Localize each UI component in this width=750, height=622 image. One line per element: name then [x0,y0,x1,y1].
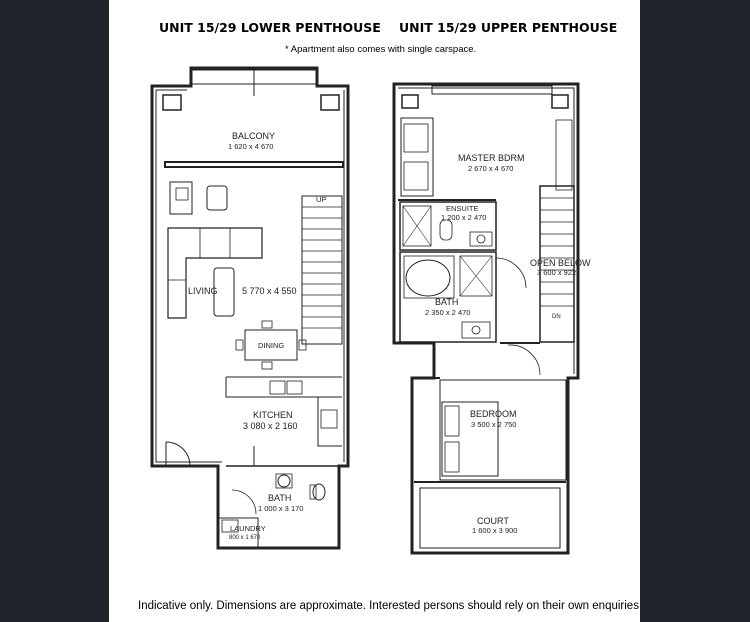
lower-bath-dimensions: 1 000 x 3 170 [258,504,304,513]
upper-penthouse-title: UNIT 15/29 UPPER PENTHOUSE [399,20,618,35]
court-dimensions: 1 600 x 3 900 [472,526,518,535]
laundry-label: LAUNDRY [230,524,266,533]
open-below-label: OPEN BELOW [530,258,591,268]
carspace-note: * Apartment also comes with single carspace. [285,44,477,55]
ensuite-dimensions: 1 200 x 2 470 [441,213,487,222]
bedroom-dimensions: 3 500 x 2 750 [471,420,517,429]
kitchen-dimensions: 3 080 x 2 160 [243,421,298,431]
stair-up-label: UP [316,195,327,204]
kitchen-label: KITCHEN [253,410,293,420]
lower-bath-label: BATH [268,493,292,503]
open-below-dimensions: 3 600 x 922 [537,268,577,277]
ensuite-label: ENSUITE [446,204,479,213]
laundry-dimensions: 800 x 1 670 [229,535,261,541]
court-label: COURT [477,516,509,526]
dining-label: DINING [258,341,285,350]
upper-bath-dimensions: 2 350 x 2 470 [425,308,471,317]
disclaimer-text: Indicative only. Dimensions are approximate. Interested persons should rely on their own enquiries [138,600,639,612]
living-label: LIVING [188,286,218,296]
upper-bath-label: BATH [435,297,459,307]
lower-penthouse-title: UNIT 15/29 LOWER PENTHOUSE [159,20,381,35]
stair-down-label: DN [552,314,561,320]
living-dimensions: 5 770 x 4 550 [242,286,297,296]
balcony-dimensions: 1 620 x 4 670 [228,142,274,151]
master-bedroom-dimensions: 2 670 x 4 670 [468,164,514,173]
balcony-label: BALCONY [232,131,276,141]
master-bedroom-label: MASTER BDRM [458,153,525,163]
bedroom-label: BEDROOM [470,409,517,419]
